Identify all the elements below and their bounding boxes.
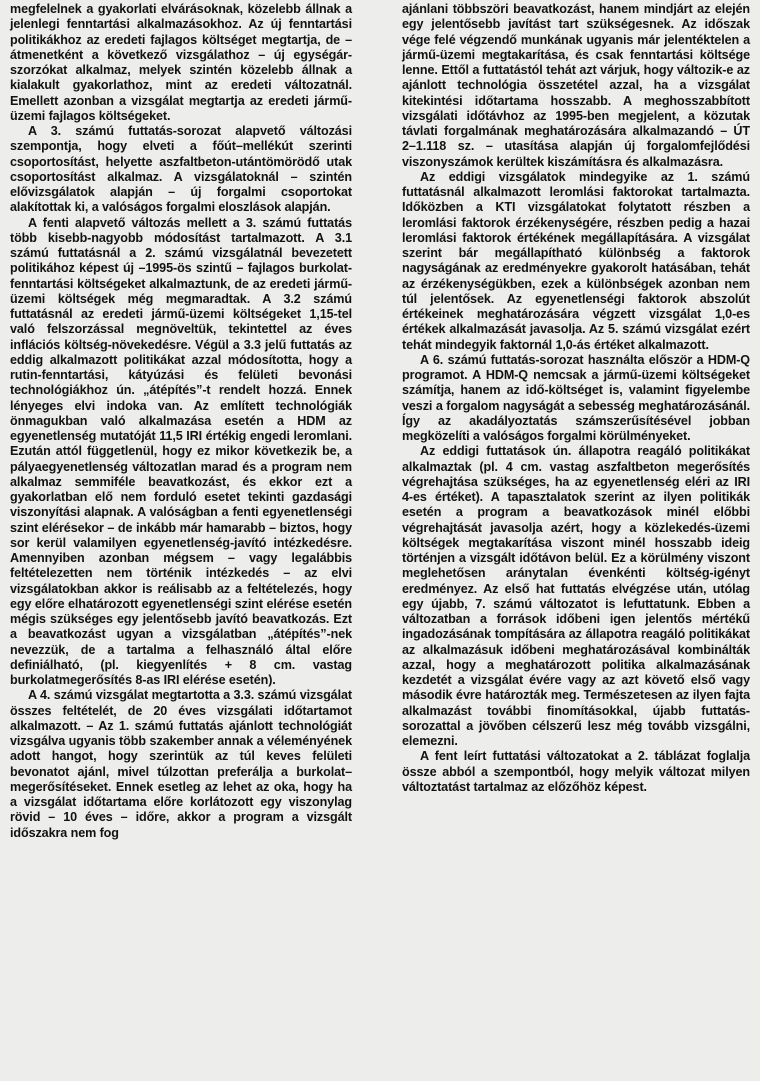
right-column xyxy=(402,2,750,795)
paragraph: A 4. számú vizsgálat megtartotta a 3.3. számú vizsgálat összes feltételét, de 20 éves vizsgálati időtartamot alkalmazott. – Az 1. számú futtatás ajánlott technológiát vizsgálva ugyanis több szakember annak a véleményének adott hangot, hogy szerintük az túl keves felületi bevonatot ajánl, mivel túlzottan preferálja a burkolat–megerősítéseket. Ennek esetleg az lehet az oka, hogy ha a vizsgálat időtartama előre korlátozott egy viszonylag rövid – 10 éves – időre, akkor a program a vizsgált időszakra nem fog xyxy=(10,688,352,840)
paragraph: ajánlani többszöri beavatkozást, hanem mindjárt az elején egy jelentősebb javítást tart szükségesnek. Az időszak vége felé végzendő munkának ugyanis már jelentéktelen a jármű-üzemi megtakarítása, és csak fenntartási költsége lenne. Ettől a futtatástól tehát azt várjuk, hogy változik-e az ajánlott technológia összetétel azzal, ha a vizsgálat kitekintési időtartama hosszabb. A meghosszabbított vizsgálati időtávhoz az 1995-ben megjelent, a közutak távlati forgalmának meghatározására alkalmazandó – ÚT 2–1.118 sz. – utasítása alapján új forgalomfejlődési viszonyszámok kerültek kiszámításra és alkalmazásra. xyxy=(402,2,750,169)
paragraph: A 6. számú futtatás-sorozat használta először a HDM-Q programot. A HDM-Q nemcsak a jármű-üzemi költségeket számítja, hanem az idő-költséget is, valamint figyelembe veszi a forgalom nagyságát a sebesség meghatározásánál. Így az akadályoztatás számszerűsítésével jobban megközelíti a valóságos forgalmi körülményeket. xyxy=(402,352,750,443)
paragraph: Az eddigi futtatások ún. állapotra reagáló politikákat alkalmaztak (pl. 4 cm. vastag aszfaltbeton megerősítés végrehajtása szükséges, ha az egyenetlenség eléri az IRI 4-es értéket). A tapasztalatok szerint az ilyen politikák esetén a program a beavatkozások minél előbbi végrehajtását javasolja azért, hogy a közlekedés-üzemi költségek megtakarítása viszont minél hosszabb ideig történjen a vizsgált időtávon belül. Ez a körülmény viszont meglehetősen aránytalan évenkénti költség-igényt eredményez. Az első hat futtatás elvégzése után, utólag egy újabb, 7. számú változatot is lefuttatunk. Ebben a változatban a források időbeni igen jelentős mértékű ingadozásának tompítására az állapotra reagáló politikákat az alkalmazásuk időbeni meghatározásával kombinálták azzal, hogy a meghatározott politika alkalmazásának kezdetét a vizsgálat évére vagy az azt követő első vagy második évre határozták meg. Természetesen az ilyen fajta alkalmazást további finomításokkal, újabb futtatás-sorozattal a jövőben célszerű lesz még tovább vizsgálni, elemezni. xyxy=(402,444,750,748)
left-column xyxy=(10,2,352,841)
paragraph: A 3. számú futtatás-sorozat alapvető változási szempontja, hogy elveti a főút–mellékút szerinti csoportosítást, helyette aszfaltbeton-utántömörödő utak csoportosítást alkalmaz. A vizsgálatoknál – szintén elővizsgálatok alapján – új forgalmi csoportokat alakítottak ki, a valóságos forgalmi eloszlások alapján. xyxy=(10,124,352,215)
paragraph: A fenti alapvető változás mellett a 3. számú futtatás több kisebb-nagyobb módosítást tartalmazott. A 3.1 számú futtatásnál a 2. számú vizsgálatnál bevezetett politikához képest új –1995-ös szintű – fajlagos burkolat-fenntartási költségeket alkalmaztunk, de az eredeti jármű-üzemi költségek még megmaradtak. A 3.2 számú futtatásnál az eredeti jármű-üzemi költségeket 1,15-tel való felszorzással megnöveltük, tekintettel az éves inflációs költség-növekedésre. Végül a 3.3 jelű futtatás az eddig alkalmazott politikákat azzal módosította, hogy a rutin-fenntartási, kátyúzási és felületi bevonási technológiákhoz ún. „átépítés”-t rendelt hozzá. Ennek lényeges elvi indoka van. Az említett technológiák önmagukban való alkalmazása esetén a HDM az egyenetlenség mutatóját 11,5 IRI értékig engedi leromlani. Ezután attól függetlenül, hogy ez mikor következik be, a pályaegyenetlenség változatlan marad és a program nem alkalmaz semmiféle beavatkozást, és ekkor ezt a gyakorlatban elő nem forduló esetet tekinti gazdasági viszonyítási alapnak. A valóságban a fenti egyenetlenségi szint elérésekor – de inkább már hamarabb – biztos, hogy sor kerül valamilyen egyenetlenség-javító intézkedésre. Amennyiben azonban mégsem – vagy legalábbis feltételezetten nem történik intézkedés – az elvi vizsgálatokban akkor is reálisabb az a feltételezés, hogy egy előre elhatározott egyenetlenségi szint elérése esetén mégis szükséges egy jelentősebb javító beavatkozás. Ezt a beavatkozást ugyan a vizsgálatban „átépítés”-nek nevezzük, de a tartalma a felhasználó által előre definiálható, (pl. kiegyenlítés + 8 cm. vastag burkolatmegerősítés 8-as IRI elérése esetén). xyxy=(10,215,352,687)
paragraph: megfelelnek a gyakorlati elvárásoknak, közelebb állnak a jelenlegi fenntartási alkalmazásokhoz. Az új fenntartási politikákhoz az eredeti fajlagos költséget megtartja, de – átmenetként a következő vizsgálathoz – új egységár-szorzókat alkalmaz, melyek szintén közelebb állnak a kialakult gyakorlathoz, mint az eredeti változatnál. Emellett azonban a vizsgálat megtartja az eredeti jármű-üzemi fajlagos költségeket. xyxy=(10,2,352,123)
paragraph: Az eddigi vizsgálatok mindegyike az 1. számú futtatásnál alkalmazott leromlási faktorokat tartalmazta. Időközben a KTI vizsgálatokat folytatott részben a leromlási faktorok érzékenységére, részben pedig a hazai leromlási faktorok értékének megállapítására. A vizsgálat szerint bár megállapítható különbség a faktorok nagyságának az eredményekre gyakorolt hatásában, tehát az érzékenységükben, ezek a különbségek azonban nem túl jelentősek. Az egyenetlenségi faktorok abszolút értékeinek meghatározására végzett vizsgálat 1,0-es értékek alkalmazását javasolja. Az 5. számú vizsgálat ezért tehát mindegyik faktornál 1,0-ás értéket alkalmazott. xyxy=(402,169,750,352)
paragraph: A fent leírt futtatási változatokat a 2. táblázat foglalja össze abból a szempontból, hogy melyik változat milyen változtatást tartalmaz az előzőhöz képest. xyxy=(402,749,750,794)
